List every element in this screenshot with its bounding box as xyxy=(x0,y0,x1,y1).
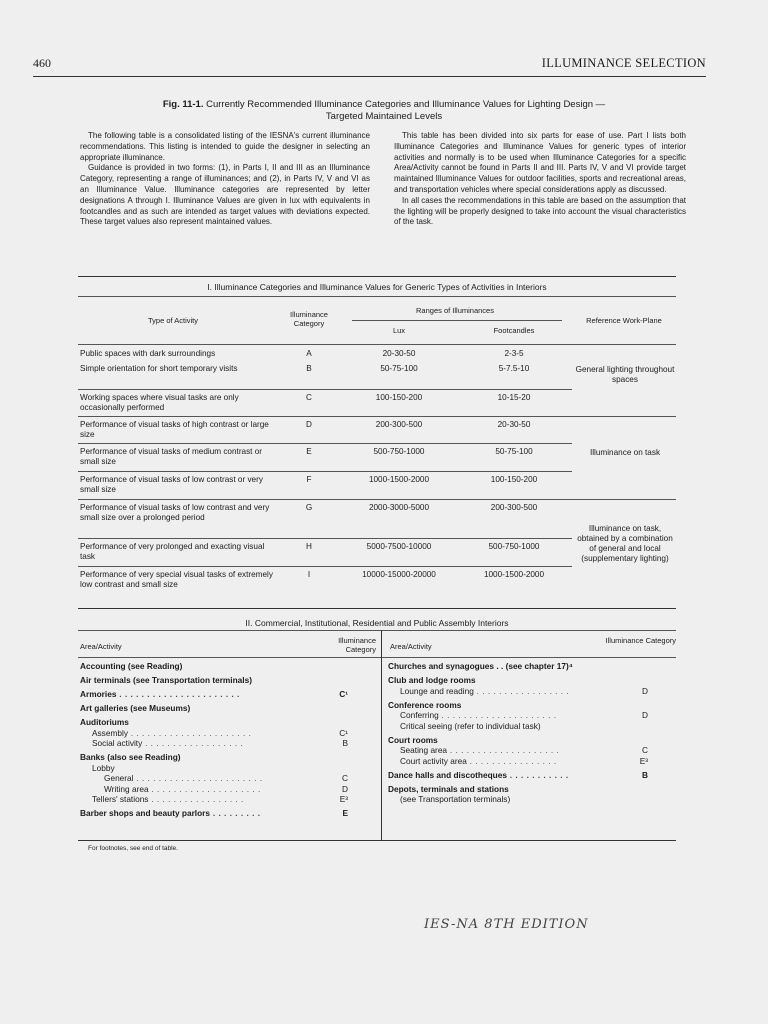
table-row-lux: 500-750-1000 xyxy=(373,447,425,456)
list-item-label: Depots, terminals and stations xyxy=(388,783,509,794)
list-item xyxy=(80,703,348,714)
table-rule xyxy=(78,538,572,539)
list-item-category: C¹ xyxy=(339,727,348,738)
list-item-category: B xyxy=(342,738,348,748)
col-header-ranges: Ranges of Illuminances xyxy=(416,306,494,315)
list-item-label: Tellers' stations xyxy=(92,794,149,804)
list-item-category: D xyxy=(342,783,348,794)
leader-dots: . . . . . . . . . . . xyxy=(506,769,569,780)
list-item xyxy=(80,784,348,795)
table-row-lux: 100-150-200 xyxy=(375,393,423,402)
table-row-lux: 1000-1500-2000 xyxy=(368,475,430,484)
list-item xyxy=(80,738,348,749)
list-item-category: C xyxy=(342,773,348,783)
list-item-category: C¹ xyxy=(339,689,348,699)
table-row-category: F xyxy=(306,475,312,484)
table-row-lux: 5000-7500-10000 xyxy=(366,542,432,551)
list-item-label: Accounting (see Reading) xyxy=(80,661,183,671)
list-item xyxy=(80,689,348,700)
figure-title xyxy=(80,99,688,123)
list-item-category: C xyxy=(642,745,648,755)
table-row-category: B xyxy=(306,364,312,373)
table-row-lux: 10000-15000-20000 xyxy=(362,570,436,579)
col-header-workplane: Reference Work-Plane xyxy=(586,316,662,325)
list-item xyxy=(80,728,348,739)
list-item-label: Barber shops and beauty parlors xyxy=(80,808,211,818)
leader-dots: . . . . . . . . . . . . . . . . . . . . . . xyxy=(116,689,240,699)
table-rule xyxy=(78,657,676,658)
list-item xyxy=(388,661,648,672)
part2-col-category-right: Illuminance Category xyxy=(605,636,676,645)
list-item xyxy=(80,763,348,774)
list-item xyxy=(80,752,348,763)
intro-left-column xyxy=(80,131,370,228)
part2-col-category-left: Illuminance Category xyxy=(338,636,376,654)
table-row-category: A xyxy=(306,349,312,358)
table-row-category: I xyxy=(307,570,311,579)
table-row-lux: 50-75-100 xyxy=(380,364,418,373)
list-item-category: E³ xyxy=(339,794,348,804)
list-item-label: Court activity area xyxy=(400,755,467,766)
list-item-label: Air terminals (see Transportation terminals) xyxy=(80,675,252,685)
figure-title-line2: Targeted Maintained Levels xyxy=(325,111,443,122)
list-item-label: Critical seeing (refer to individual task) xyxy=(400,720,541,731)
table-row-category: D xyxy=(306,420,312,429)
table-row-lux: 2000-3000-5000 xyxy=(368,503,430,512)
workplane-general: General lighting throughout spaces xyxy=(575,365,675,384)
table-row-activity: Performance of very prolonged and exacting visual task xyxy=(80,542,265,561)
table-row-activity: Working spaces where visual tasks are only occasionally performed xyxy=(80,393,239,412)
table-rule xyxy=(78,344,676,345)
leader-dots: . . . . . . . . . . . . . . . . . . xyxy=(142,738,244,748)
list-item xyxy=(80,661,348,672)
table-row-activity: Performance of visual tasks of low contrast and very small size over a prolonged period xyxy=(80,503,270,522)
workplane-task: Illuminance on task xyxy=(589,448,661,457)
intro-paragraph: In all cases the recommendations in this table are based on the assumption that the lighting will be properly designed to take into account the visual characteristics of the task. xyxy=(394,195,686,227)
part2-col-area-right: Area/Activity xyxy=(390,642,432,651)
leader-dots: . . . . . . . . . . . . . . . . . . . . xyxy=(148,783,261,794)
list-item-category: B xyxy=(642,769,648,780)
table-row-lux: 20-30-50 xyxy=(382,349,416,358)
table-row-activity: Performance of very special visual tasks of extremely low contrast and small size xyxy=(80,570,273,589)
table-row-footcandles: 500-750-1000 xyxy=(488,542,540,551)
list-item-label: Lobby xyxy=(92,762,115,773)
list-item xyxy=(388,770,648,781)
table-rule xyxy=(78,416,676,417)
table-row-category: C xyxy=(306,393,312,402)
col-header-lux: Lux xyxy=(392,326,406,335)
list-item xyxy=(388,784,648,795)
col-header-footcandles: Footcandles xyxy=(493,326,535,335)
leader-dots: . . . . . . . . . . . . . . . . . . . . . . xyxy=(127,727,252,738)
leader-dots: . . . . . . . . . . . . . . . . . . . . xyxy=(447,745,560,755)
list-item-label: Dance halls and discotheques xyxy=(388,769,507,780)
leader-dots: . . . . . . . . . . . . . . . . . xyxy=(148,794,244,804)
column-divider xyxy=(381,630,382,840)
workplane-combination: Illuminance on task, obtained by a combination of general and local (supplementary lighting) xyxy=(577,524,673,563)
list-item-label: Assembly xyxy=(92,727,128,738)
part2-right-list xyxy=(388,661,648,805)
intro-paragraph: Guidance is provided in two forms: (1), in Parts I, II and III as an Illuminance Category, representing a range of illuminances; and (2), in Parts IV, V and VI as an Illuminance Value. Illuminance categories are represented by letter designations A through I. Illuminance Values are given in lux with equivalents in footcandles and as such are intended as target values with deviations expected. These target values also represent maintained values. xyxy=(80,163,370,227)
figure-title-line1: Currently Recommended Illuminance Categories and Illuminance Values for Lighting Design — xyxy=(206,99,606,110)
list-item xyxy=(80,675,348,686)
table-rule xyxy=(78,296,676,297)
list-item-label: Lounge and reading xyxy=(400,685,474,696)
table-rule xyxy=(78,276,676,277)
list-item xyxy=(388,675,648,686)
table-rule xyxy=(78,630,676,631)
list-item xyxy=(388,721,648,732)
list-item xyxy=(80,717,348,728)
leader-dots: . . . . . . . . . . . . . . . . . . . . . . . xyxy=(133,773,263,783)
table-row-footcandles: 5-7.5-10 xyxy=(498,364,530,373)
list-item-label: Banks (also see Reading) xyxy=(80,752,181,762)
intro-paragraph: This table has been divided into six parts for ease of use. Part I lists both Illuminance Categories and Illuminance Values for generic types of interior activities and normally is to be used when Illuminance Categories for a specific Area/Activity cannot be found in Parts II and III. Parts IV, V and VI provide target maintained Illuminance Values for outdoor facilities, sports and recreational areas, and transportation vehicles where special considerations apply as discussed. xyxy=(394,131,686,194)
table-row-activity: Public spaces with dark surroundings xyxy=(80,349,216,358)
table-rule xyxy=(78,840,676,841)
leader-dots: . . . . . . . . . . . . . . . . . xyxy=(473,685,570,696)
table-row-footcandles: 2-3-5 xyxy=(504,349,524,358)
table-rule xyxy=(78,566,572,567)
list-item-label: Armories xyxy=(80,689,117,699)
part1-title: I. Illuminance Categories and Illuminance Values for Generic Types of Activities in Interiors xyxy=(207,282,547,292)
footnote: For footnotes, see end of table. xyxy=(88,845,178,852)
handwritten-note: IES-NA 8TH EDITION xyxy=(424,917,589,932)
list-item-label: Club and lodge rooms xyxy=(388,675,476,685)
table-row-category: H xyxy=(306,542,312,551)
list-item-label: Conference rooms xyxy=(388,699,462,710)
table-row-category: E xyxy=(306,447,312,456)
table-row-activity: Simple orientation for short temporary visits xyxy=(80,364,238,373)
list-item-label: Churches and synagogues . . (see chapter 17)⁴ xyxy=(388,661,573,671)
list-item xyxy=(80,794,348,805)
leader-dots: . . . . . . . . . . . . . . . . xyxy=(466,755,557,766)
intro-paragraph: The following table is a consolidated listing of the IESNA's current illuminance recommendations. This listing is intended to guide the designer in selecting an appropriate illuminance. xyxy=(80,131,370,162)
table-row-footcandles: 20-30-50 xyxy=(497,420,531,429)
table-row-footcandles: 1000-1500-2000 xyxy=(483,570,545,579)
col-header-category: Illuminance Category xyxy=(290,310,328,328)
part2-title: II. Commercial, Institutional, Residential and Public Assembly Interiors xyxy=(245,618,509,628)
col-header-activity: Type of Activity xyxy=(147,316,199,325)
list-item xyxy=(388,710,648,721)
part2-left-list xyxy=(80,661,348,819)
list-item-category: E³ xyxy=(639,755,648,766)
list-item xyxy=(388,700,648,711)
table-row-footcandles: 50-75-100 xyxy=(495,447,533,456)
table-rule xyxy=(352,320,562,321)
table-rule xyxy=(78,471,572,472)
table-rule xyxy=(78,443,572,444)
header-rule xyxy=(33,76,706,77)
list-item-label: Court rooms xyxy=(388,734,438,745)
list-item-label: Auditoriums xyxy=(80,717,129,727)
list-item-label: Writing area xyxy=(104,783,149,794)
table-rule xyxy=(78,499,676,500)
list-item xyxy=(388,745,648,756)
list-item xyxy=(388,756,648,767)
table-row-activity: Performance of visual tasks of high contrast or large size xyxy=(80,420,269,439)
list-item-category: D xyxy=(642,685,648,696)
list-item xyxy=(388,794,648,805)
list-item xyxy=(388,686,648,697)
leader-dots: . . . . . . . . . . . . . . . . . . . . . xyxy=(438,710,557,720)
list-item-label: Conferring xyxy=(400,710,439,720)
list-item-label: Seating area xyxy=(400,745,448,755)
list-item xyxy=(80,808,348,819)
list-item-label: Social activity xyxy=(92,738,143,748)
part2-col-area-left: Area/Activity xyxy=(80,642,122,651)
page-number: 460 xyxy=(33,56,51,70)
list-item-label: General xyxy=(104,773,134,783)
leader-dots: . . . . . . . . . xyxy=(210,808,261,818)
list-item xyxy=(388,735,648,746)
list-item-category: E xyxy=(342,808,348,818)
running-title: ILLUMINANCE SELECTION xyxy=(541,56,706,70)
table-row-footcandles: 10-15-20 xyxy=(497,393,531,402)
table-row-footcandles: 200-300-500 xyxy=(490,503,538,512)
list-item xyxy=(80,773,348,784)
intro-right-column xyxy=(394,131,686,228)
list-item-category: D xyxy=(642,710,648,720)
figure-label: Fig. 11-1. xyxy=(162,99,204,110)
table-rule xyxy=(78,389,572,390)
table-row-activity: Performance of visual tasks of low contrast or very small size xyxy=(80,475,263,494)
table-rule xyxy=(78,608,676,609)
list-item-label: (see Transportation terminals) xyxy=(400,794,511,804)
table-row-footcandles: 100-150-200 xyxy=(490,475,538,484)
table-row-lux: 200-300-500 xyxy=(375,420,423,429)
table-row-activity: Performance of visual tasks of medium contrast or small size xyxy=(80,447,263,466)
list-item-label: Art galleries (see Museums) xyxy=(80,703,191,713)
table-row-category: G xyxy=(305,503,313,512)
